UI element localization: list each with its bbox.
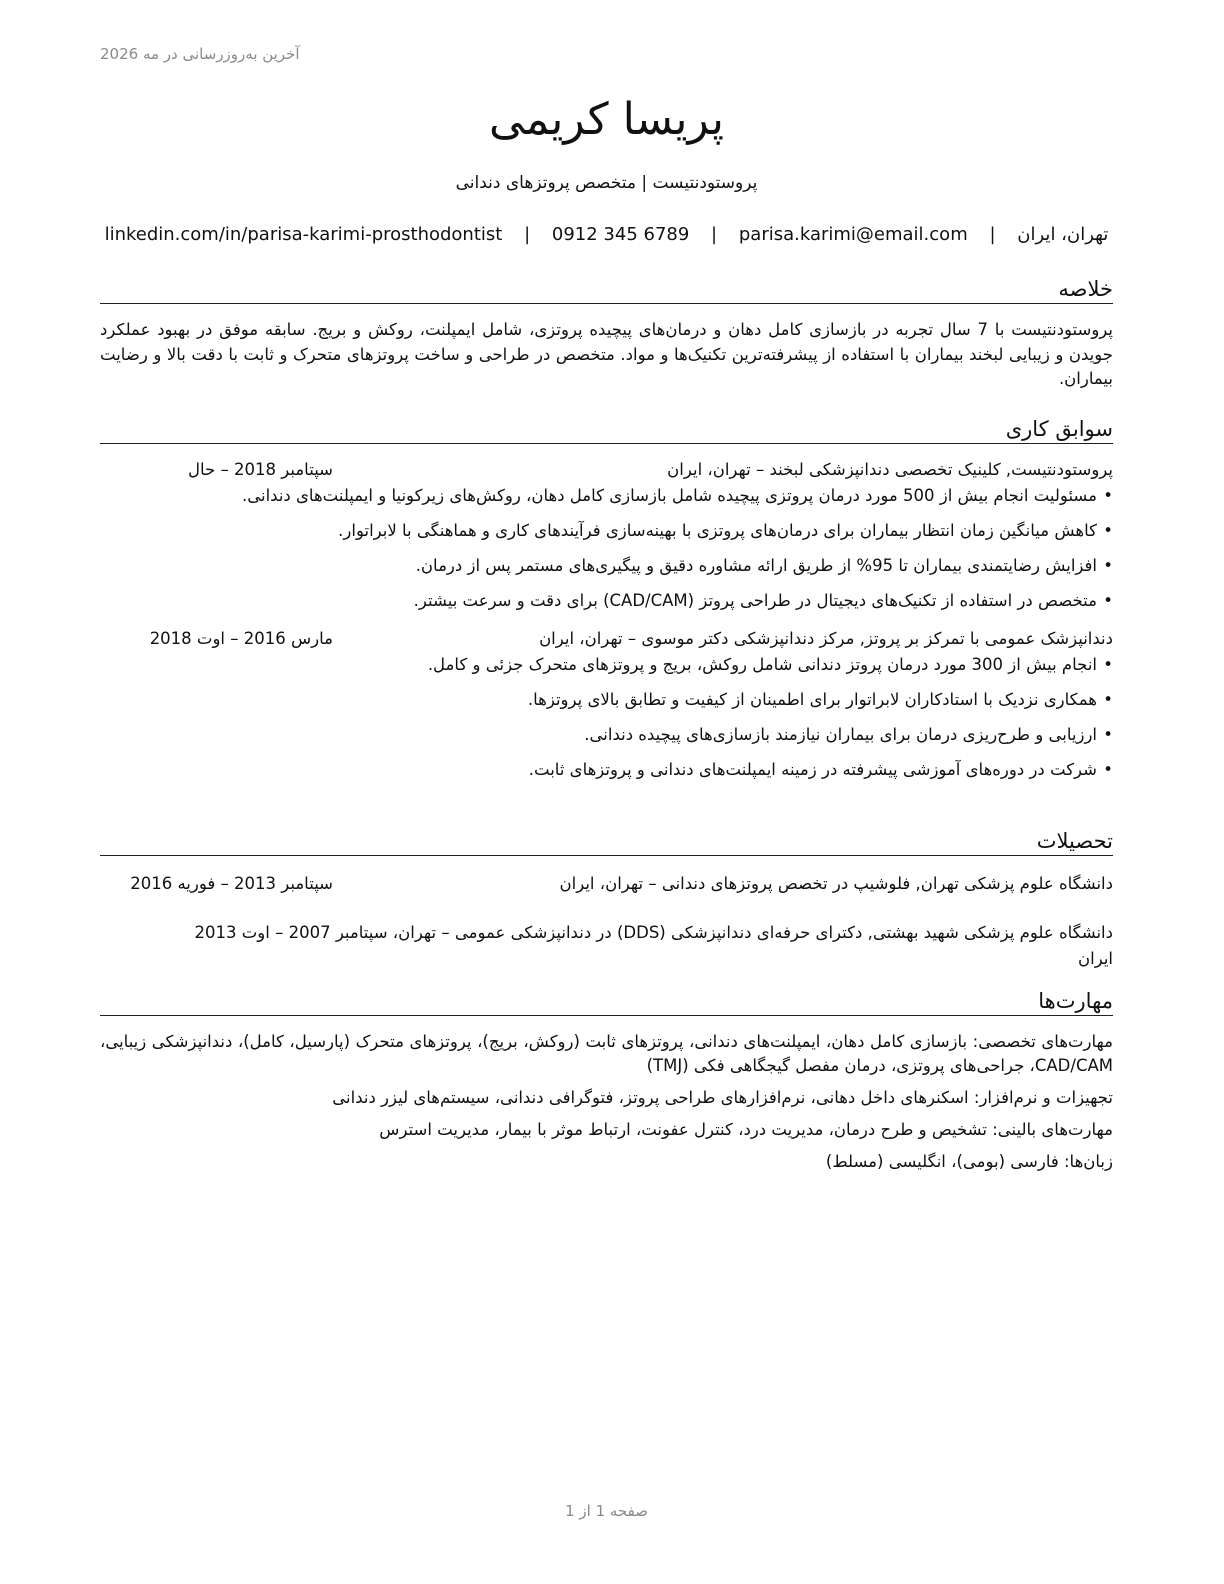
contact-line: [100, 222, 1113, 248]
contact-separator: |: [711, 224, 718, 245]
education-dates: سپتامبر 2013 – فوریه 2016: [130, 874, 333, 893]
job-title: پروستودنتیست, کلینیک تخصصی دندانپزشکی لبخند – تهران، ایران: [667, 460, 1113, 479]
candidate-name: پریسا کریمی: [489, 94, 724, 145]
education-heading: تحصیلات: [100, 828, 1113, 856]
job-entry: [100, 458, 1113, 613]
last-updated: آخرین به‌روزرسانی در مه 2026: [100, 45, 300, 63]
skill-line: زبان‌ها: فارسی (بومی)، انگلیسی (مسلط): [825, 1152, 1113, 1171]
education-title-continued: ایران: [1078, 949, 1113, 968]
education-title: دانشگاه علوم پزشکی شهید بهشتی, دکترای حرفه‌ای دندانپزشکی (DDS) در دندانپزشکی عمومی – تهران، سپتامبر 2007 – اوت 2013: [194, 923, 1113, 942]
education-entry: [100, 920, 1113, 972]
page-number: صفحه 1 از 1: [565, 1502, 648, 1520]
contact-separator: |: [989, 224, 996, 245]
experience-heading: سوابق کاری: [100, 416, 1113, 444]
summary-text: پروستودنتیست با 7 سال تجربه در بازسازی کامل دهان و درمان‌های پیچیده پروتزی، شامل ایمپلنت، روکش و بریج. سابقه موفق در بهبود عملکرد جویدن و زیبایی لبخند بیماران با استفاده از پیشرفته‌ترین تکنیک‌ها و مواد. متخصص در طراحی و ساخت پروتزهای متحرک و ثابت با دقت بالا و رضایت بیماران.: [100, 320, 1114, 388]
job-title: دندانپزشک عمومی با تمرکز بر پروتز, مرکز دندانپزشکی دکتر موسوی – تهران، ایران: [539, 629, 1113, 648]
contact-phone[interactable]: 0912 345 6789: [551, 224, 690, 245]
experience-section: [100, 416, 1113, 793]
education-title: دانشگاه علوم پزشکی تهران, فلوشیپ در تخصص پروتزهای دندانی – تهران، ایران: [559, 874, 1113, 893]
contact-email[interactable]: parisa.karimi@email.com: [738, 224, 968, 245]
job-dates: سپتامبر 2018 – حال: [188, 460, 333, 479]
job-bullet: • مسئولیت انجام بیش از 500 مورد درمان پروتزی پیچیده شامل بازسازی کامل دهان، روکش‌های زیرکونیا و ایمپلنت‌های دندانی.: [241, 486, 1113, 505]
contact-location: تهران، ایران: [1017, 224, 1109, 245]
skill-line: تجهیزات و نرم‌افزار: اسکنرهای داخل دهانی، نرم‌افزارهای طراحی پروتز، فتوگرافی دندانی، سیستم‌های لیزر دندانی: [332, 1088, 1113, 1107]
job-bullet: • شرکت در دوره‌های آموزشی پیشرفته در زمینه ایمپلنت‌های دندانی و پروتزهای ثابت.: [528, 760, 1113, 779]
job-bullet: • متخصص در استفاده از تکنیک‌های دیجیتال در طراحی پروتز (CAD/CAM) برای دقت و سرعت بیشتر.: [413, 591, 1113, 610]
job-entry: [100, 627, 1113, 782]
job-bullet: • انجام بیش از 300 مورد درمان پروتز دندانی شامل روکش، بریج و پروتزهای متحرک جزئی و کامل.: [427, 655, 1113, 674]
summary-section: [100, 276, 1113, 392]
candidate-role: پروستودنتیست | متخصص پروتزهای دندانی: [455, 173, 758, 193]
skills-heading: مهارت‌ها: [100, 988, 1113, 1016]
job-bullet: • افزایش رضایتمندی بیماران تا 95% از طریق ارائه مشاوره دقیق و پیگیری‌های مستمر پس از درمان.: [415, 556, 1113, 575]
skills-section: [100, 988, 1113, 1182]
job-bullet: • ارزیابی و طرح‌ریزی درمان برای بیماران نیازمند بازسازی‌های پیچیده دندانی.: [584, 725, 1113, 744]
skill-line: مهارت‌های تخصصی: بازسازی کامل دهان، ایمپلنت‌های دندانی، پروتزهای ثابت (روکش، بریج)، پروتزهای متحرک (پارسیل، کامل)، دندانپزشکی زیبایی، CAD/CAM، جراحی‌های پروتزی، درمان مفصل گیجگاهی فکی (TMJ): [100, 1032, 1113, 1075]
contact-separator: |: [524, 224, 531, 245]
job-dates: مارس 2016 – اوت 2018: [149, 629, 333, 648]
education-entry: [100, 871, 1113, 897]
summary-heading: خلاصه: [100, 276, 1113, 304]
contact-linkedin[interactable]: linkedin.com/in/parisa-karimi-prosthodontist: [104, 224, 503, 245]
resume-page: [100, 0, 1113, 1584]
education-section: [100, 828, 1113, 972]
skill-line: مهارت‌های بالینی: تشخیص و طرح درمان، مدیریت درد، کنترل عفونت، ارتباط موثر با بیمار، مدیریت استرس: [379, 1120, 1113, 1139]
job-bullet: • همکاری نزدیک با استادکاران لابراتوار برای اطمینان از کیفیت و تطابق بالای پروتزها.: [527, 690, 1113, 709]
job-bullet: • کاهش میانگین زمان انتظار بیماران برای درمان‌های پروتزی با بهینه‌سازی فرآیندهای کاری و هماهنگی با لابراتوار.: [338, 521, 1113, 540]
